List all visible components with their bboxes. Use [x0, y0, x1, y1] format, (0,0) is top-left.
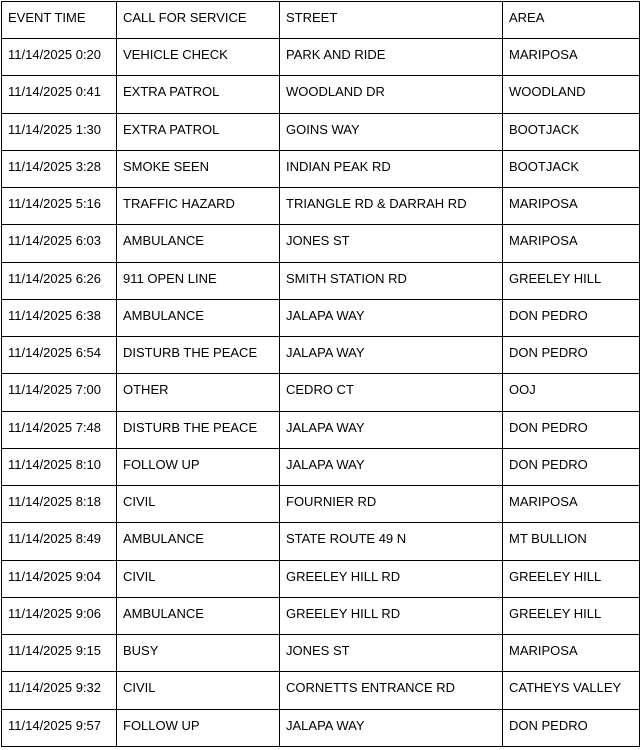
- cell-call-for-service: AMBULANCE: [117, 225, 280, 262]
- cell-event-time: 11/14/2025 0:20: [2, 39, 117, 76]
- cell-street: PARK AND RIDE: [280, 39, 503, 76]
- cell-area: WOODLAND: [503, 76, 640, 113]
- cell-street: INDIAN PEAK RD: [280, 150, 503, 187]
- table-row: [2, 709, 640, 746]
- cell-area: GREELEY HILL: [503, 597, 640, 634]
- cell-call-for-service: OTHER: [117, 374, 280, 411]
- cell-area: DON PEDRO: [503, 299, 640, 336]
- cell-street: GOINS WAY: [280, 113, 503, 150]
- cell-street: STATE ROUTE 49 N: [280, 523, 503, 560]
- table-row: [2, 448, 640, 485]
- cell-area: DON PEDRO: [503, 411, 640, 448]
- cell-street: JALAPA WAY: [280, 709, 503, 746]
- table-row: [2, 113, 640, 150]
- cell-call-for-service: AMBULANCE: [117, 299, 280, 336]
- call-log-table: [1, 1, 640, 747]
- cell-area: DON PEDRO: [503, 709, 640, 746]
- cell-area: GREELEY HILL: [503, 262, 640, 299]
- cell-street: JONES ST: [280, 225, 503, 262]
- cell-street: WOODLAND DR: [280, 76, 503, 113]
- cell-call-for-service: DISTURB THE PEACE: [117, 337, 280, 374]
- table-row: [2, 486, 640, 523]
- cell-event-time: 11/14/2025 6:03: [2, 225, 117, 262]
- cell-area: BOOTJACK: [503, 113, 640, 150]
- cell-event-time: 11/14/2025 9:57: [2, 709, 117, 746]
- cell-area: DON PEDRO: [503, 337, 640, 374]
- cell-area: MARIPOSA: [503, 635, 640, 672]
- cell-area: MT BULLION: [503, 523, 640, 560]
- header-call-for-service: CALL FOR SERVICE: [117, 2, 280, 39]
- cell-area: DON PEDRO: [503, 448, 640, 485]
- cell-street: TRIANGLE RD & DARRAH RD: [280, 188, 503, 225]
- cell-area: BOOTJACK: [503, 150, 640, 187]
- header-event-time: EVENT TIME: [2, 2, 117, 39]
- cell-area: MARIPOSA: [503, 188, 640, 225]
- cell-call-for-service: CIVIL: [117, 560, 280, 597]
- cell-street: SMITH STATION RD: [280, 262, 503, 299]
- cell-call-for-service: AMBULANCE: [117, 597, 280, 634]
- table-row: [2, 150, 640, 187]
- cell-street: CORNETTS ENTRANCE RD: [280, 672, 503, 709]
- cell-call-for-service: FOLLOW UP: [117, 448, 280, 485]
- table-row: [2, 262, 640, 299]
- cell-street: JALAPA WAY: [280, 299, 503, 336]
- cell-call-for-service: FOLLOW UP: [117, 709, 280, 746]
- table-body: [2, 39, 640, 747]
- cell-street: JALAPA WAY: [280, 411, 503, 448]
- cell-street: GREELEY HILL RD: [280, 597, 503, 634]
- cell-event-time: 11/14/2025 7:00: [2, 374, 117, 411]
- cell-call-for-service: CIVIL: [117, 672, 280, 709]
- cell-area: CATHEYS VALLEY: [503, 672, 640, 709]
- cell-event-time: 11/14/2025 8:10: [2, 448, 117, 485]
- table-row: [2, 411, 640, 448]
- table-row: [2, 76, 640, 113]
- cell-street: JALAPA WAY: [280, 337, 503, 374]
- cell-call-for-service: CIVIL: [117, 486, 280, 523]
- cell-event-time: 11/14/2025 9:15: [2, 635, 117, 672]
- cell-street: FOURNIER RD: [280, 486, 503, 523]
- cell-call-for-service: EXTRA PATROL: [117, 76, 280, 113]
- cell-street: JONES ST: [280, 635, 503, 672]
- cell-call-for-service: VEHICLE CHECK: [117, 39, 280, 76]
- header-area: AREA: [503, 2, 640, 39]
- table-row: [2, 560, 640, 597]
- cell-area: MARIPOSA: [503, 225, 640, 262]
- cell-event-time: 11/14/2025 9:04: [2, 560, 117, 597]
- header-row: [2, 2, 640, 39]
- cell-area: OOJ: [503, 374, 640, 411]
- cell-event-time: 11/14/2025 5:16: [2, 188, 117, 225]
- table-row: [2, 374, 640, 411]
- cell-event-time: 11/14/2025 8:49: [2, 523, 117, 560]
- cell-area: GREELEY HILL: [503, 560, 640, 597]
- table-row: [2, 597, 640, 634]
- cell-event-time: 11/14/2025 9:32: [2, 672, 117, 709]
- cell-event-time: 11/14/2025 6:26: [2, 262, 117, 299]
- cell-call-for-service: BUSY: [117, 635, 280, 672]
- table-row: [2, 337, 640, 374]
- table-row: [2, 523, 640, 560]
- cell-call-for-service: EXTRA PATROL: [117, 113, 280, 150]
- table-row: [2, 225, 640, 262]
- cell-event-time: 11/14/2025 8:18: [2, 486, 117, 523]
- cell-call-for-service: TRAFFIC HAZARD: [117, 188, 280, 225]
- cell-event-time: 11/14/2025 9:06: [2, 597, 117, 634]
- table-row: [2, 672, 640, 709]
- header-street: STREET: [280, 2, 503, 39]
- cell-street: GREELEY HILL RD: [280, 560, 503, 597]
- table-row: [2, 299, 640, 336]
- cell-street: CEDRO CT: [280, 374, 503, 411]
- cell-call-for-service: 911 OPEN LINE: [117, 262, 280, 299]
- cell-area: MARIPOSA: [503, 486, 640, 523]
- cell-call-for-service: SMOKE SEEN: [117, 150, 280, 187]
- cell-event-time: 11/14/2025 7:48: [2, 411, 117, 448]
- cell-call-for-service: DISTURB THE PEACE: [117, 411, 280, 448]
- cell-event-time: 11/14/2025 6:54: [2, 337, 117, 374]
- cell-event-time: 11/14/2025 3:28: [2, 150, 117, 187]
- cell-area: MARIPOSA: [503, 39, 640, 76]
- table-row: [2, 39, 640, 76]
- table-row: [2, 635, 640, 672]
- cell-event-time: 11/14/2025 1:30: [2, 113, 117, 150]
- table-row: [2, 188, 640, 225]
- cell-street: JALAPA WAY: [280, 448, 503, 485]
- cell-event-time: 11/14/2025 6:38: [2, 299, 117, 336]
- cell-call-for-service: AMBULANCE: [117, 523, 280, 560]
- cell-event-time: 11/14/2025 0:41: [2, 76, 117, 113]
